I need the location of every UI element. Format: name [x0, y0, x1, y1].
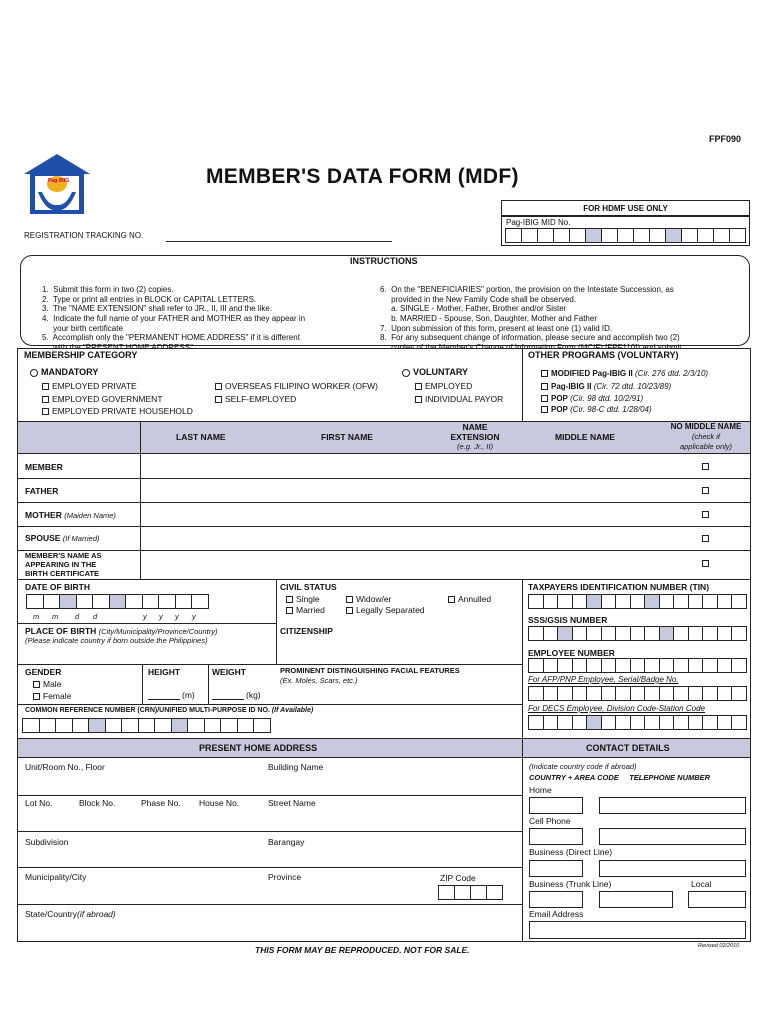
input-cell[interactable]: [717, 658, 733, 673]
building-label: Building Name: [268, 762, 324, 772]
input-cell[interactable]: [697, 228, 714, 243]
father-name-field[interactable]: [142, 479, 697, 502]
revised-note: Revised 02/2010: [698, 943, 740, 949]
membership-title: MEMBERSHIP CATEGORY: [24, 350, 138, 360]
decs-label: For DECS Employee, Division Code-Station Code: [528, 704, 705, 713]
input-cell[interactable]: [601, 715, 617, 730]
input-cell[interactable]: [528, 658, 544, 673]
zip-label: ZIP Code: [440, 873, 476, 883]
input-cell[interactable]: [105, 718, 123, 733]
subdivision-barangay-field[interactable]: [24, 848, 518, 865]
input-cell[interactable]: [615, 715, 631, 730]
input-cell[interactable]: [644, 658, 660, 673]
input-cell[interactable]: [659, 626, 675, 641]
input-cell[interactable]: [39, 718, 57, 733]
father-row-label: FATHER: [25, 486, 59, 496]
page-title: MEMBER'S DATA FORM (MDF): [206, 165, 519, 188]
pagibig-logo: [22, 152, 92, 218]
state-label: State/Country(if abroad): [25, 909, 116, 919]
height-field[interactable]: [148, 699, 180, 700]
last-name-header: LAST NAME: [176, 432, 226, 442]
pob-note: (Please indicate country if born outside the Philippines): [25, 636, 208, 645]
input-cell[interactable]: [673, 626, 689, 641]
input-cell[interactable]: [557, 686, 573, 701]
citizenship-field[interactable]: [282, 638, 518, 662]
input-cell[interactable]: [528, 626, 544, 641]
input-cell[interactable]: [543, 658, 559, 673]
input-cell[interactable]: [175, 594, 193, 609]
tin-label: TAXPAYERS IDENTIFICATION NUMBER (TIN): [528, 582, 710, 592]
business-direct-phone[interactable]: [599, 860, 746, 877]
input-cell[interactable]: [702, 686, 718, 701]
input-cell[interactable]: [630, 594, 646, 609]
email-label: Email Address: [529, 909, 584, 919]
business-trunk-area-code[interactable]: [529, 891, 583, 908]
employed-private-checkbox[interactable]: EMPLOYED PRIVATE: [42, 381, 137, 391]
input-cell[interactable]: [659, 686, 675, 701]
input-cell[interactable]: [617, 228, 634, 243]
dob-d1: d: [75, 612, 80, 621]
voluntary-radio[interactable]: VOLUNTARY: [402, 367, 468, 377]
input-cell[interactable]: [615, 626, 631, 641]
input-cell[interactable]: [154, 718, 172, 733]
input-cell[interactable]: [731, 715, 747, 730]
annulled-checkbox[interactable]: Annulled: [448, 594, 491, 604]
input-cell[interactable]: [585, 228, 602, 243]
input-cell[interactable]: [138, 718, 156, 733]
unit-room-label: Unit/Room No., Floor: [25, 762, 105, 772]
civil-status-label: CIVIL STATUS: [280, 582, 337, 592]
employed-government-checkbox[interactable]: EMPLOYED GOVERNMENT: [42, 394, 163, 404]
input-cell[interactable]: [630, 626, 646, 641]
input-cell[interactable]: [486, 885, 503, 900]
input-cell[interactable]: [121, 718, 139, 733]
state-field[interactable]: [24, 920, 518, 938]
input-cell[interactable]: [528, 686, 544, 701]
pop-c-checkbox[interactable]: POP (Cir. 98-C dtd. 1/28/04): [541, 405, 652, 414]
email-field[interactable]: [529, 921, 746, 939]
input-cell[interactable]: [586, 658, 602, 673]
mother-no-middle-checkbox[interactable]: [702, 511, 709, 518]
pob-field[interactable]: [24, 645, 272, 662]
individual-payor-checkbox[interactable]: INDIVIDUAL PAYOR: [415, 394, 503, 404]
input-cell[interactable]: [673, 658, 689, 673]
input-cell[interactable]: [537, 228, 554, 243]
hdmf-header: FOR HDMF USE ONLY: [501, 200, 750, 216]
height-label: HEIGHT: [148, 667, 181, 677]
address-title: PRESENT HOME ADDRESS: [199, 743, 318, 753]
birthcert-name-field[interactable]: [142, 551, 697, 579]
input-cell[interactable]: [55, 718, 73, 733]
facial-features-field[interactable]: [282, 686, 518, 702]
province-label: Province: [268, 872, 302, 882]
input-cell[interactable]: [630, 715, 646, 730]
input-cell[interactable]: [557, 658, 573, 673]
input-cell[interactable]: [572, 715, 588, 730]
dob-y2: y: [159, 612, 163, 621]
input-cell[interactable]: [717, 594, 733, 609]
contact-title: CONTACT DETAILS: [586, 743, 670, 753]
input-cell[interactable]: [557, 594, 573, 609]
input-cell[interactable]: [731, 658, 747, 673]
voluntary-employed-checkbox[interactable]: EMPLOYED: [415, 381, 472, 391]
business-direct-area-code[interactable]: [529, 860, 583, 877]
input-cell[interactable]: [659, 658, 675, 673]
contact-note: (Indicate country code if abroad): [529, 762, 637, 771]
barangay-label: Barangay: [268, 837, 305, 847]
sss-label: SSS/GSIS NUMBER: [528, 615, 608, 625]
logo-text: Pag-IBIG: [48, 178, 70, 184]
form-code: FPF090: [709, 134, 742, 144]
input-cell[interactable]: [713, 228, 730, 243]
input-cell[interactable]: [659, 594, 675, 609]
birthcert-no-middle-checkbox[interactable]: [702, 560, 709, 567]
spouse-no-middle-checkbox[interactable]: [702, 535, 709, 542]
phase-label: Phase No.: [141, 798, 181, 808]
input-cell[interactable]: [702, 715, 718, 730]
input-cell[interactable]: [26, 594, 44, 609]
input-cell[interactable]: [454, 885, 471, 900]
cell-area-code[interactable]: [529, 828, 583, 845]
input-cell[interactable]: [521, 228, 538, 243]
input-cell[interactable]: [586, 626, 602, 641]
mid-label: Pag-IBIG MID No.: [506, 218, 571, 227]
input-cell[interactable]: [22, 718, 40, 733]
pop-checkbox[interactable]: POP (Cir. 98 dtd. 10/2/91): [541, 394, 643, 403]
spouse-row-label: SPOUSE (If Married): [25, 533, 100, 543]
citizenship-label: CITIZENSHIP: [280, 626, 333, 636]
input-cell[interactable]: [59, 594, 77, 609]
input-cell[interactable]: [72, 718, 90, 733]
self-employed-checkbox[interactable]: SELF-EMPLOYED: [215, 394, 296, 404]
input-cell[interactable]: [729, 228, 746, 243]
input-cell[interactable]: [630, 686, 646, 701]
female-checkbox[interactable]: Female: [33, 691, 71, 701]
input-cell[interactable]: [688, 594, 704, 609]
afp-label: For AFP/PNP Employee, Serial/Badge No.: [528, 675, 679, 684]
input-cell[interactable]: [76, 594, 94, 609]
input-cell[interactable]: [601, 686, 617, 701]
input-cell[interactable]: [543, 626, 559, 641]
programs-title: OTHER PROGRAMS (VOLUNTARY): [528, 350, 679, 360]
footer-note: THIS FORM MAY BE REPRODUCED. NOT FOR SALE.: [255, 945, 470, 955]
dob-y3: y: [175, 612, 179, 621]
height-unit: (m): [182, 690, 195, 700]
input-cell[interactable]: [572, 686, 588, 701]
crn-label: COMMON REFERENCE NUMBER (CRN)/UNIFIED MULTI-PURPOSE ID NO. (If Available): [25, 707, 314, 714]
dob-m1: m: [33, 612, 40, 621]
input-cell[interactable]: [125, 594, 143, 609]
input-cell[interactable]: [601, 594, 617, 609]
input-cell[interactable]: [553, 228, 570, 243]
input-cell[interactable]: [43, 594, 61, 609]
input-cell[interactable]: [601, 228, 618, 243]
mother-row-label: MOTHER (Maiden Name): [25, 510, 116, 520]
widow-checkbox[interactable]: Widow/er: [346, 594, 391, 604]
municipality-label: Municipality/City: [25, 872, 87, 882]
input-cell[interactable]: [665, 228, 682, 243]
cell-phone[interactable]: [599, 828, 746, 845]
father-no-middle-checkbox[interactable]: [702, 487, 709, 494]
input-cell[interactable]: [528, 594, 544, 609]
birthcert-row-label: MEMBER'S NAME AS APPEARING IN THE BIRTH CERTIFICATE: [25, 551, 102, 578]
local-label: Local: [691, 879, 712, 889]
member-name-field[interactable]: [142, 455, 697, 478]
input-cell[interactable]: [92, 594, 110, 609]
middle-name-header: MIDDLE NAME: [555, 432, 615, 442]
business-trunk-local[interactable]: [688, 891, 746, 908]
input-cell[interactable]: [109, 594, 127, 609]
home-area-code[interactable]: [529, 797, 583, 814]
reg-tracking-line[interactable]: [166, 241, 392, 242]
home-phone[interactable]: [599, 797, 746, 814]
modified-pagibig2-checkbox[interactable]: MODIFIED Pag-IBIG II (Cir. 276 dtd. 2/3/10): [541, 369, 708, 378]
input-cell[interactable]: [615, 686, 631, 701]
married-checkbox[interactable]: Married: [286, 605, 325, 615]
input-cell[interactable]: [187, 718, 205, 733]
input-cell[interactable]: [731, 626, 747, 641]
input-cell[interactable]: [649, 228, 666, 243]
gender-label: GENDER: [25, 667, 62, 677]
input-cell[interactable]: [543, 594, 559, 609]
weight-field[interactable]: [212, 699, 244, 700]
mother-name-field[interactable]: [142, 503, 697, 526]
input-cell[interactable]: [253, 718, 271, 733]
input-cell[interactable]: [586, 715, 602, 730]
input-cell[interactable]: [191, 594, 209, 609]
employed-household-checkbox[interactable]: EMPLOYED PRIVATE HOUSEHOLD: [42, 406, 193, 416]
input-cell[interactable]: [586, 594, 602, 609]
cell-label: Cell Phone: [529, 816, 571, 826]
input-cell[interactable]: [630, 658, 646, 673]
input-cell[interactable]: [543, 686, 559, 701]
input-cell[interactable]: [88, 718, 106, 733]
input-cell[interactable]: [688, 658, 704, 673]
input-cell[interactable]: [543, 715, 559, 730]
member-row-label: MEMBER: [25, 462, 63, 472]
input-cell[interactable]: [702, 594, 718, 609]
input-cell[interactable]: [673, 715, 689, 730]
input-cell[interactable]: [615, 658, 631, 673]
street-label: Street Name: [268, 798, 316, 808]
business-trunk-label: Business (Trunk Line): [529, 879, 612, 889]
business-trunk-phone[interactable]: [599, 891, 673, 908]
weight-unit: (kg): [246, 690, 261, 700]
single-checkbox[interactable]: Single: [286, 594, 320, 604]
name-extension-header: NAME EXTENSION (e.g. Jr., II): [450, 422, 500, 451]
input-cell[interactable]: [731, 594, 747, 609]
input-cell[interactable]: [688, 686, 704, 701]
separated-checkbox[interactable]: Legally Separated: [346, 605, 425, 615]
pob-label: PLACE OF BIRTH (City/Municipality/Province/Country): [25, 626, 218, 636]
subdivision-label: Subdivision: [25, 837, 69, 847]
dob-y1: y: [143, 612, 147, 621]
instructions-left: 1. Submit this form in two (2) copies. 2. Type or print all entries in BLOCK or CAPITAL LETTERS. 3. The "NAME EXTENSION" shall refer to JR., II, III and the like. 4. Indicate the full name of your FATHER and MOTHER as they appear in your birth certificate 5. Accomplish only the "PERMANENT HOME ADDRESS" if it is different: [42, 285, 306, 343]
input-cell[interactable]: [644, 626, 660, 641]
input-cell[interactable]: [601, 626, 617, 641]
input-cell[interactable]: [717, 686, 733, 701]
input-cell[interactable]: [171, 718, 189, 733]
dob-y4: y: [192, 612, 196, 621]
spouse-name-field[interactable]: [142, 527, 697, 550]
facial-features-note: (Ex. Moles, Scars, etc.): [280, 676, 358, 685]
lot-label: Lot No.: [25, 798, 53, 808]
dob-m2: m: [52, 612, 59, 621]
input-cell[interactable]: [717, 626, 733, 641]
house-label: House No.: [199, 798, 240, 808]
unit-building-field[interactable]: [24, 774, 518, 793]
input-cell[interactable]: [505, 228, 522, 243]
ofw-checkbox[interactable]: OVERSEAS FILIPINO WORKER (OFW): [215, 381, 378, 391]
input-cell[interactable]: [702, 658, 718, 673]
input-cell[interactable]: [557, 626, 573, 641]
input-cell[interactable]: [438, 885, 455, 900]
input-cell[interactable]: [601, 658, 617, 673]
dob-d2: d: [93, 612, 98, 621]
input-cell[interactable]: [717, 715, 733, 730]
input-cell[interactable]: [586, 686, 602, 701]
input-cell[interactable]: [731, 686, 747, 701]
input-cell[interactable]: [702, 626, 718, 641]
employee-number-label: EMPLOYEE NUMBER: [528, 648, 615, 658]
input-cell[interactable]: [572, 626, 588, 641]
mandatory-radio[interactable]: MANDATORY: [30, 367, 98, 377]
input-cell[interactable]: [644, 594, 660, 609]
male-checkbox[interactable]: Male: [33, 679, 61, 689]
instructions-right: 6. On the "BENEFICIARIES" portion, the provision on the Intestate Succession, as provided in the New Family Code shall be observed. a. SINGLE - Mother, Father, Brother and/or Sister b. MARRIED - Spouse, Son, Daughter, Mother and Father 7. Upon submission of this form, present at least one (1) valid ID. 8. For any subsequent change of information, please secure and accomplish two (2): [380, 285, 680, 343]
contact-columns: COUNTRY + AREA CODE TELEPHONE NUMBER: [529, 773, 711, 782]
input-cell[interactable]: [644, 686, 660, 701]
input-cell[interactable]: [688, 715, 704, 730]
input-cell[interactable]: [158, 594, 176, 609]
first-name-header: FIRST NAME: [321, 432, 373, 442]
input-cell[interactable]: [688, 626, 704, 641]
input-cell[interactable]: [220, 718, 238, 733]
weight-label: WEIGHT: [212, 667, 246, 677]
input-cell[interactable]: [615, 594, 631, 609]
input-cell[interactable]: [681, 228, 698, 243]
instructions-title: INSTRUCTIONS: [350, 256, 418, 266]
block-label: Block No.: [79, 798, 116, 808]
input-cell[interactable]: [528, 715, 544, 730]
input-cell[interactable]: [572, 658, 588, 673]
input-cell[interactable]: [659, 715, 675, 730]
input-cell[interactable]: [633, 228, 650, 243]
business-direct-label: Business (Direct Line): [529, 847, 613, 857]
input-cell[interactable]: [204, 718, 222, 733]
home-label: Home: [529, 785, 552, 795]
input-cell[interactable]: [673, 594, 689, 609]
facial-features-label: PROMINENT DISTINGUISHING FACIAL FEATURES: [280, 666, 460, 675]
reg-tracking-label: REGISTRATION TRACKING NO.: [24, 231, 144, 240]
input-cell[interactable]: [569, 228, 586, 243]
input-cell[interactable]: [572, 594, 588, 609]
input-cell[interactable]: [557, 715, 573, 730]
input-cell[interactable]: [142, 594, 160, 609]
input-cell[interactable]: [673, 686, 689, 701]
input-cell[interactable]: [470, 885, 487, 900]
input-cell[interactable]: [237, 718, 255, 733]
name-header: [18, 421, 750, 454]
input-cell[interactable]: [644, 715, 660, 730]
member-no-middle-checkbox[interactable]: [702, 463, 709, 470]
lot-street-field[interactable]: [24, 810, 518, 829]
no-middle-name-header: NO MIDDLE NAME (check if applicable only): [670, 422, 742, 451]
pagibig2-checkbox[interactable]: Pag-IBIG II (Cir. 72 dtd. 10/23/89): [541, 382, 671, 391]
dob-label: DATE OF BIRTH: [25, 582, 91, 592]
